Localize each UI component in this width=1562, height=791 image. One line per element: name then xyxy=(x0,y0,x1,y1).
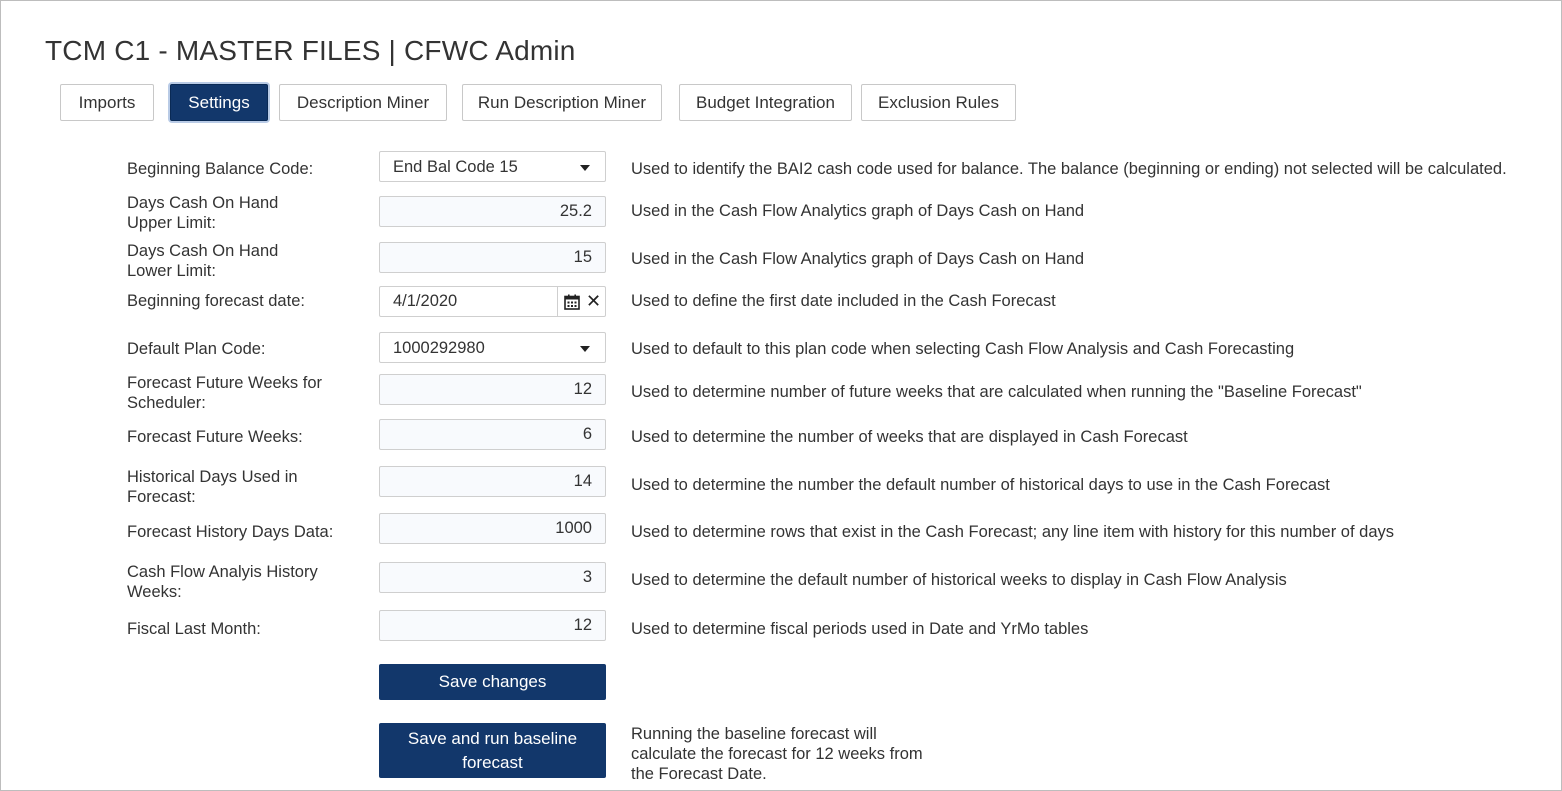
beginning-forecast-date-label: Beginning forecast date: xyxy=(127,292,305,310)
historical-days-used-description: Used to determine the number the default number of historical days to use in the Cash Forecast xyxy=(631,476,1330,494)
days-cash-upper-label-line1: Days Cash On Hand xyxy=(127,194,279,212)
forecast-future-weeks-scheduler-label-line1: Forecast Future Weeks for xyxy=(127,374,323,392)
fiscal-last-month-label: Fiscal Last Month: xyxy=(127,620,261,638)
historical-days-used-label xyxy=(127,467,298,507)
forecast-future-weeks-description: Used to determine the number of weeks that are displayed in Cash Forecast xyxy=(631,428,1188,446)
cash-flow-history-weeks-label-line1: Cash Flow Analyis History xyxy=(127,563,318,581)
caret-down-icon xyxy=(580,346,590,352)
historical-days-used-label-line2: Forecast: xyxy=(127,488,196,506)
baseline-forecast-note-line1: Running the baseline forecast will xyxy=(631,725,877,743)
days-cash-lower-label-line1: Days Cash On Hand xyxy=(127,242,279,260)
forecast-history-days-input[interactable]: 1000 xyxy=(379,513,606,544)
beginning-forecast-date-description: Used to define the first date included in the Cash Forecast xyxy=(631,292,1056,310)
date-separator xyxy=(557,287,558,316)
fiscal-last-month-input[interactable]: 12 xyxy=(379,610,606,641)
forecast-future-weeks-scheduler-label xyxy=(127,373,322,413)
historical-days-used-input[interactable]: 14 xyxy=(379,466,606,497)
forecast-future-weeks-scheduler-input[interactable]: 12 xyxy=(379,374,606,405)
forecast-future-weeks-label: Forecast Future Weeks: xyxy=(127,428,303,446)
calendar-icon[interactable] xyxy=(564,294,580,310)
save-and-run-baseline-label-line1: Save and run baseline xyxy=(407,728,578,748)
save-and-run-baseline-button[interactable] xyxy=(379,723,606,778)
close-icon[interactable]: ✕ xyxy=(586,291,602,311)
page-title: TCM C1 - MASTER FILES | CFWC Admin xyxy=(45,35,576,66)
days-cash-lower-description: Used in the Cash Flow Analytics graph of Days Cash on Hand xyxy=(631,250,1085,268)
cash-flow-history-weeks-label-line2: Weeks: xyxy=(127,583,182,601)
days-cash-lower-input[interactable]: 15 xyxy=(379,242,606,273)
forecast-history-days-description: Used to determine rows that exist in the Cash Forecast; any line item with history for this number of days xyxy=(631,523,1394,541)
beginning-forecast-date-value[interactable]: 4/1/2020 xyxy=(393,292,458,310)
days-cash-lower-label xyxy=(127,241,278,281)
beginning-forecast-date-picker[interactable] xyxy=(379,286,606,317)
cash-flow-history-weeks-label xyxy=(127,562,318,602)
default-plan-code-label: Default Plan Code: xyxy=(127,340,266,358)
days-cash-upper-input[interactable]: 25.2 xyxy=(379,196,606,227)
tab-description-miner[interactable]: Description Miner xyxy=(279,84,447,121)
baseline-forecast-note-line2: calculate the forecast for 12 weeks from xyxy=(631,745,923,763)
days-cash-upper-label-line2: Upper Limit: xyxy=(127,214,216,232)
save-changes-button[interactable]: Save changes xyxy=(379,664,606,700)
default-plan-code-select[interactable] xyxy=(379,332,606,363)
forecast-future-weeks-scheduler-description: Used to determine number of future weeks that are calculated when running the "Baseline Forecast" xyxy=(631,383,1362,401)
forecast-future-weeks-input[interactable]: 6 xyxy=(379,419,606,450)
beginning-balance-code-label: Beginning Balance Code: xyxy=(127,160,314,178)
days-cash-lower-label-line2: Lower Limit: xyxy=(127,262,216,280)
days-cash-upper-description: Used in the Cash Flow Analytics graph of Days Cash on Hand xyxy=(631,202,1085,220)
fiscal-last-month-description: Used to determine fiscal periods used in Date and YrMo tables xyxy=(631,620,1089,638)
tab-run-description-miner[interactable]: Run Description Miner xyxy=(462,84,662,121)
baseline-forecast-note xyxy=(631,724,961,784)
beginning-balance-code-value: End Bal Code 15 xyxy=(393,158,518,176)
tab-budget-integration[interactable]: Budget Integration xyxy=(679,84,852,121)
beginning-balance-code-select[interactable] xyxy=(379,151,606,182)
default-plan-code-description: Used to default to this plan code when selecting Cash Flow Analysis and Cash Forecasting xyxy=(631,340,1295,358)
cash-flow-history-weeks-input[interactable]: 3 xyxy=(379,562,606,593)
forecast-history-days-label: Forecast History Days Data: xyxy=(127,523,334,541)
days-cash-upper-label xyxy=(127,193,278,233)
tab-exclusion-rules[interactable]: Exclusion Rules xyxy=(861,84,1016,121)
baseline-forecast-note-line3: the Forecast Date. xyxy=(631,765,767,783)
forecast-future-weeks-scheduler-label-line2: Scheduler: xyxy=(127,394,206,412)
tab-imports[interactable]: Imports xyxy=(60,84,154,121)
tab-settings[interactable]: Settings xyxy=(170,84,268,121)
beginning-balance-code-description: Used to identify the BAI2 cash code used for balance. The balance (beginning or ending) not selected will be calculated. xyxy=(631,160,1507,178)
caret-down-icon xyxy=(580,165,590,171)
historical-days-used-label-line1: Historical Days Used in xyxy=(127,468,298,486)
save-and-run-baseline-label-line2: forecast xyxy=(462,752,523,772)
cash-flow-history-weeks-description: Used to determine the default number of historical weeks to display in Cash Flow Analysis xyxy=(631,571,1287,589)
default-plan-code-value: 1000292980 xyxy=(393,339,485,357)
